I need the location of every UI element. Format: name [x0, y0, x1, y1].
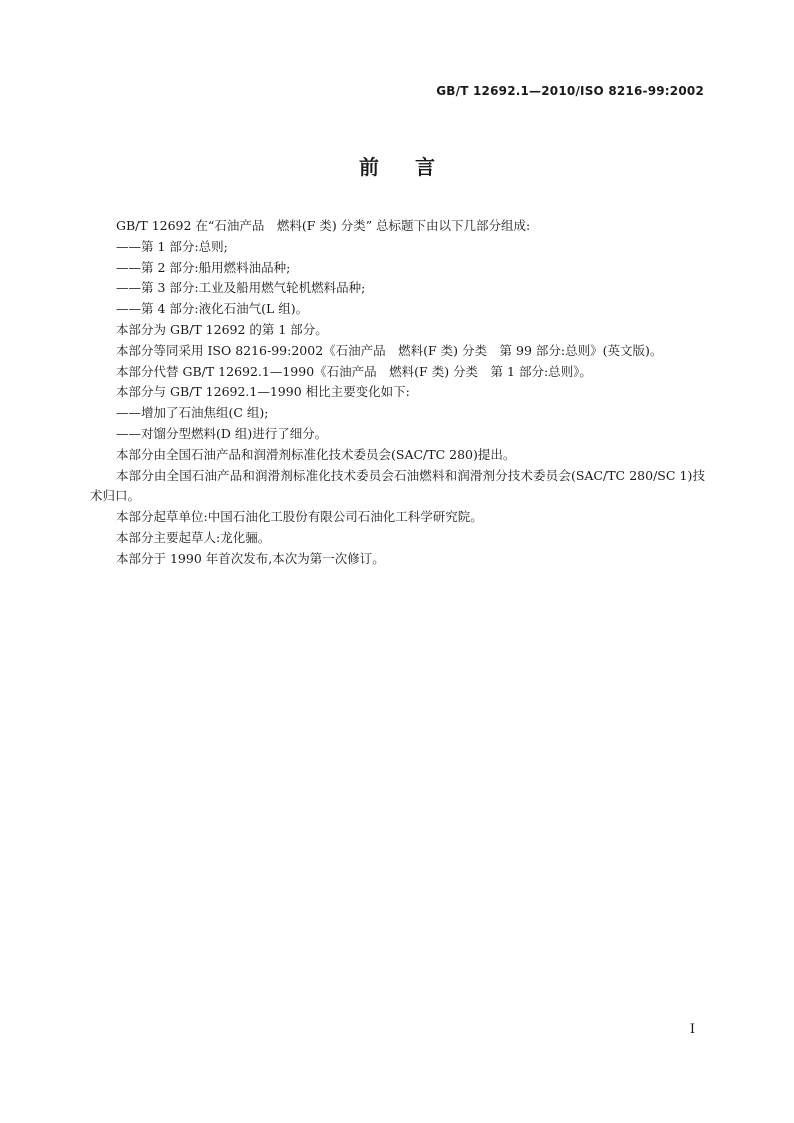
paragraph-release-history: 本部分于 1990 年首次发布,本次为第一次修订。: [116, 550, 385, 566]
paragraph-part-4: ——第 4 部分:液化石油气(L 组)。: [116, 301, 309, 317]
paragraph-replaces: 本部分代替 GB/T 12692.1—1990《石油产品 燃料(F 类) 分类 第 1 部分:总则》。: [116, 363, 592, 379]
page-title: 前言: [359, 155, 471, 179]
paragraph-drafting-unit: 本部分起草单位:中国石油化工股份有限公司石油化工科学研究院。: [116, 509, 483, 525]
paragraph-drafters: 本部分主要起草人:龙化骊。: [116, 529, 271, 545]
paragraph-change-2: ——对馏分型燃料(D 组)进行了细分。: [116, 425, 328, 441]
paragraph-adoption: 本部分等同采用 ISO 8216-99:2002《石油产品 燃料(F 类) 分类 第 99 部分:总则》(英文版)。: [116, 342, 663, 358]
page-number: I: [689, 1022, 695, 1037]
paragraph-part-2: ——第 2 部分:船用燃料油品种;: [116, 259, 291, 275]
paragraph-centralized-by: 本部分由全国石油产品和润滑剂标准化技术委员会石油燃料和润滑剂分技术委员会(SAC/TC 280/SC 1)技术归口。: [90, 467, 705, 504]
paragraph-this-part: 本部分为 GB/T 12692 的第 1 部分。: [116, 321, 328, 337]
paragraph-part-3: ——第 3 部分:工业及船用燃气轮机燃料品种;: [116, 280, 366, 296]
paragraph-parts-intro: GB/T 12692 在“石油产品 燃料(F 类) 分类” 总标题下由以下几部分组成:: [116, 218, 531, 233]
paragraph-changes-intro: 本部分与 GB/T 12692.1—1990 相比主要变化如下:: [116, 384, 410, 400]
paragraph-change-1: ——增加了石油焦组(C 组);: [116, 405, 269, 421]
foreword-body: [90, 216, 705, 570]
standard-number-header: GB/T 12692.1—2010/ISO 8216-99:2002: [436, 84, 704, 98]
paragraph-proposed-by: 本部分由全国石油产品和润滑剂标准化技术委员会(SAC/TC 280)提出。: [116, 446, 516, 462]
paragraph-part-1: ——第 1 部分:总则;: [116, 238, 228, 254]
